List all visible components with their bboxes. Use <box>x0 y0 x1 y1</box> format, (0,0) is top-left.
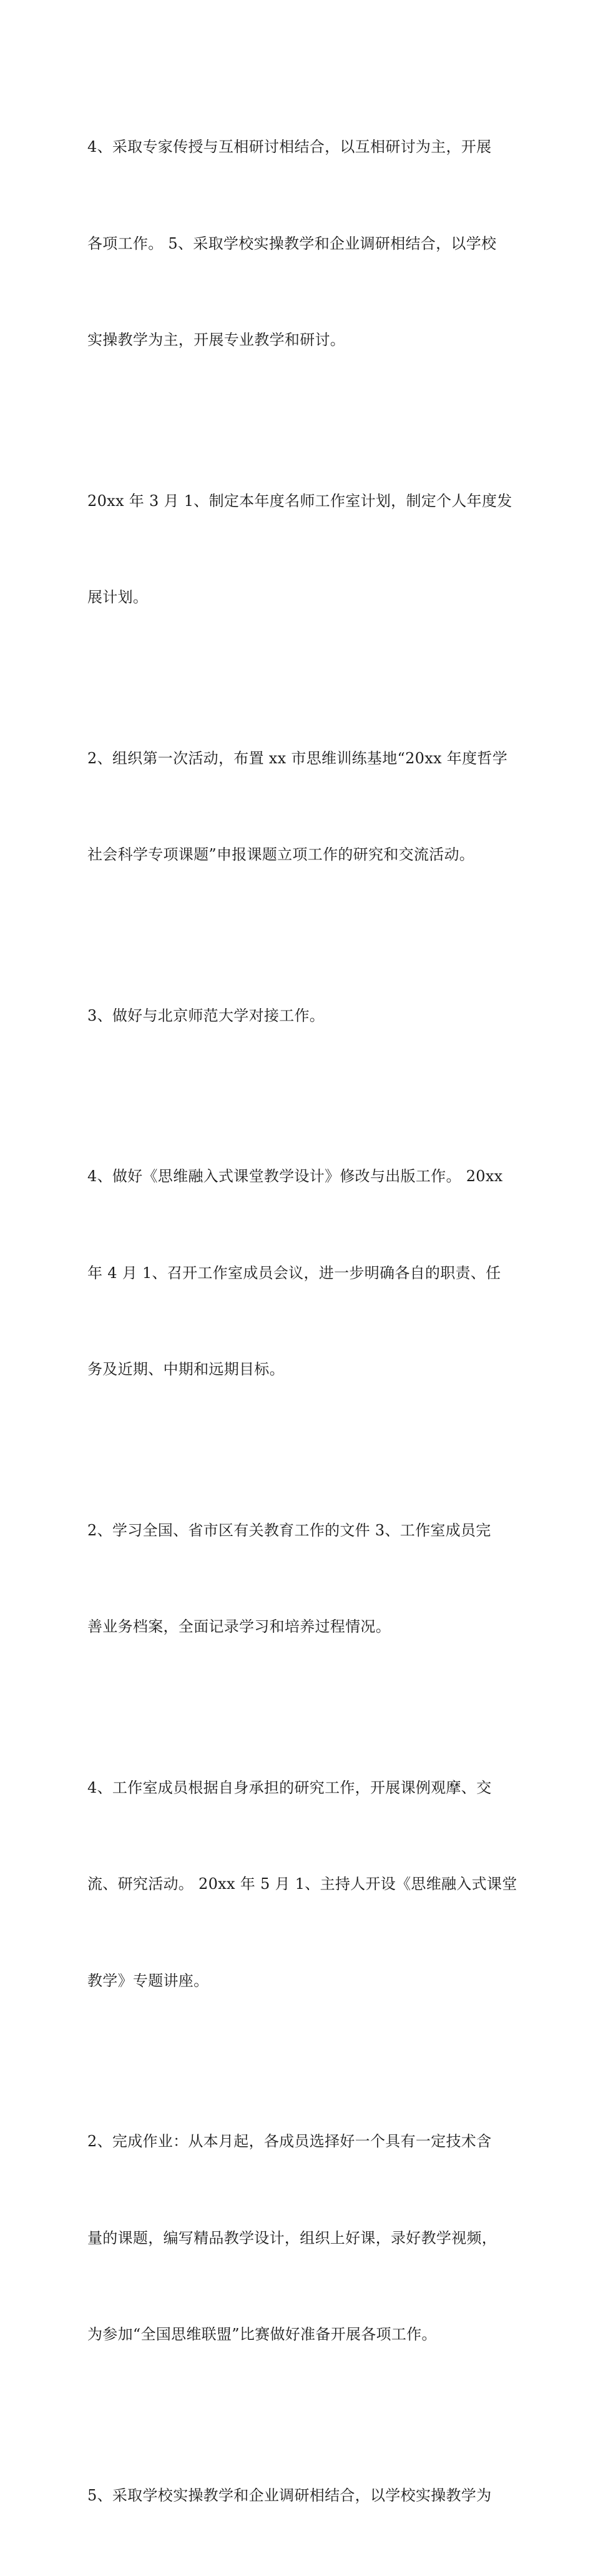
text-line: 2、完成作业：从本月起，各成员选择好一个具有一定技术含 <box>87 2126 512 2158</box>
text-line: 各项工作。 5、采取学校实操教学和企业调研相结合，以学校 <box>87 228 512 260</box>
text-line: 教学》专题讲座。 <box>87 1965 512 1998</box>
text-line: 5、采取学校实操教学和企业调研相结合，以学校实操教学为 <box>87 2480 512 2512</box>
text-line: 为参加“全国思维联盟”比赛做好准备开展各项工作。 <box>87 2319 512 2351</box>
paragraph-3 <box>87 678 512 936</box>
paragraph-5 <box>87 1096 512 1450</box>
text-line: 年 4 月 1、召开工作室成员会议，进一步明确各自的职责、任 <box>87 1257 512 1290</box>
text-line: 实操教学为主，开展专业教学和研讨。 <box>87 324 512 357</box>
paragraph-1 <box>87 67 512 421</box>
document-page <box>0 0 593 768</box>
document-body <box>87 67 512 2576</box>
text-line: 量的课题，编写精品教学设计，组织上好课，录好教学视频， <box>87 2222 512 2255</box>
paragraph-8 <box>87 2061 512 2415</box>
paragraph-7 <box>87 1708 512 2062</box>
text-line: 务及近期、中期和远期目标。 <box>87 1354 512 1386</box>
paragraph-4 <box>87 936 512 1097</box>
paragraph-9 <box>87 2415 512 2576</box>
text-line: 4、工作室成员根据自身承担的研究工作，开展课例观摩、交 <box>87 1772 512 1805</box>
paragraph-2 <box>87 421 512 678</box>
text-line: 4、做好《思维融入式课堂教学设计》修改与出版工作。 20xx <box>87 1161 512 1193</box>
text-line: 2、组织第一次活动，布置 xx 市思维训练基地“20xx 年度哲学 <box>87 743 512 775</box>
text-line: 展计划。 <box>87 582 512 614</box>
text-line: 2、学习全国、省市区有关教育工作的文件 3、工作室成员完 <box>87 1515 512 1547</box>
text-line: 20xx 年 3 月 1、制定本年度名师工作室计划，制定个人年度发 <box>87 485 512 518</box>
paragraph-6 <box>87 1450 512 1708</box>
text-line: 3、做好与北京师范大学对接工作。 <box>87 1000 512 1033</box>
text-line: 流、研究活动。 20xx 年 5 月 1、主持人开设《思维融入式课堂 <box>87 1868 512 1901</box>
text-line: 社会科学专项课题”申报课题立项工作的研究和交流活动。 <box>87 839 512 871</box>
text-line: 4、采取专家传授与互相研讨相结合，以互相研讨为主，开展 <box>87 131 512 164</box>
text-line: 善业务档案，全面记录学习和培养过程情况。 <box>87 1611 512 1643</box>
